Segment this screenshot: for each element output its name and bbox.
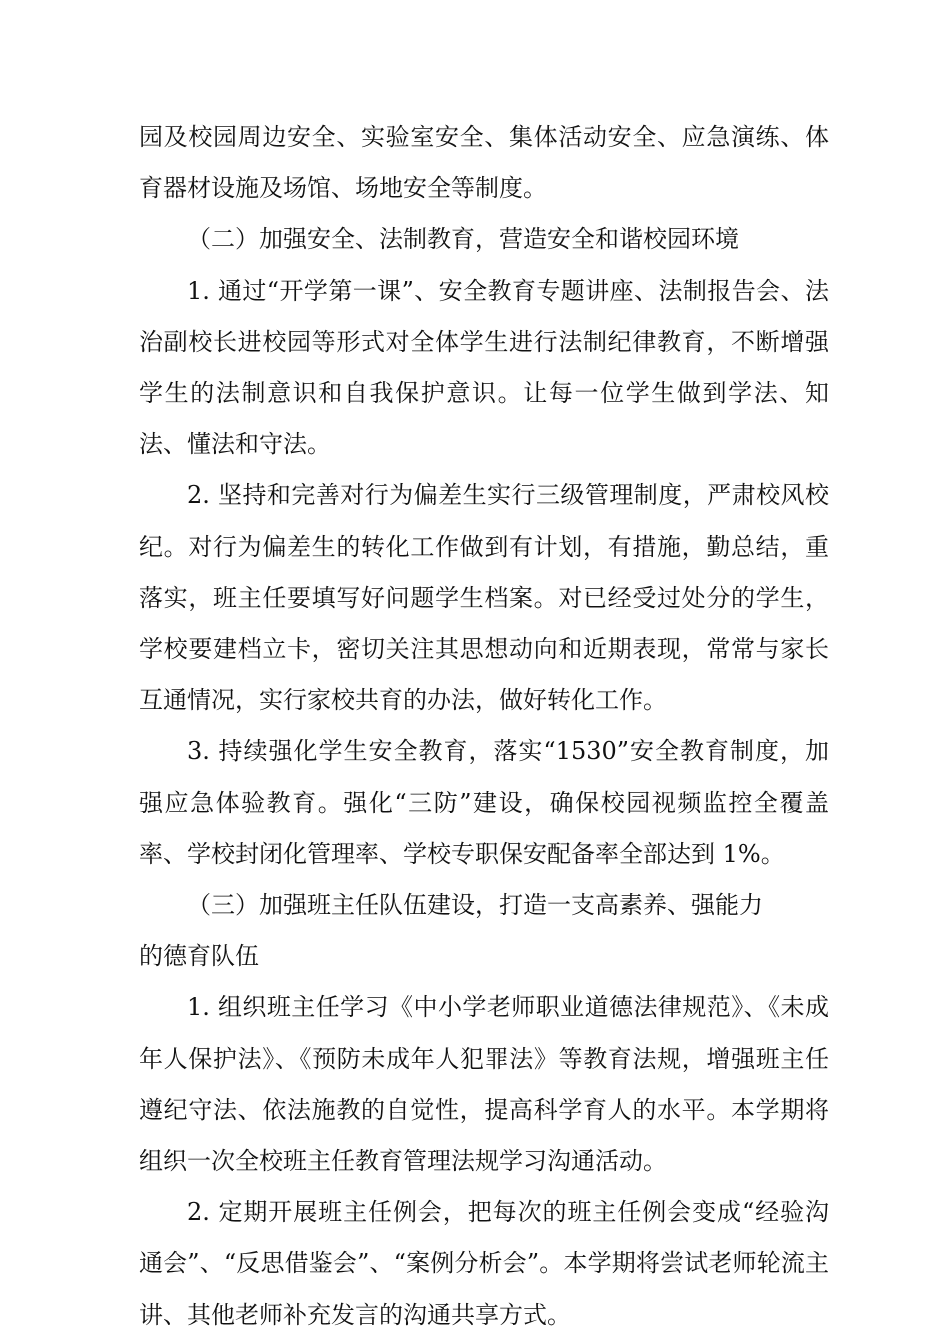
paragraph-2-3: 3. 持续强化学生安全教育，落实“1530”安全教育制度，加强应急体验教育。强化“三防”建设，确保校园视频监控全覆盖率、学校封闭化管理率、学校专职保安配备率全部达到 1%。 <box>139 737 829 868</box>
document-page <box>139 112 829 1341</box>
paragraph-3-2: 2. 定期开展班主任例会，把每次的班主任例会变成“经验沟通会”、“反思借鉴会”、“案例分析会”。本学期将尝试老师轮流主讲、其他老师补充发言的沟通共享方式。 <box>139 1198 829 1329</box>
paragraph-3-1: 1. 组织班主任学习《中小学老师职业道德法律规范》、《未成年人保护法》、《预防未成年人犯罪法》等教育法规，增强班主任遵纪守法、依法施教的自觉性，提高科学育人的水平。本学期将组织一次全校班主任教育管理法规学习沟通活动。 <box>139 993 829 1176</box>
paragraph-2-2: 2. 坚持和完善对行为偏差生实行三级管理制度，严肃校风校纪。对行为偏差生的转化工作做到有计划，有措施，勤总结，重落实，班主任要填写好问题学生档案。对已经受过处分的学生，学校要建档立卡，密切关注其思想动向和近期表现，常常与家长互通情况，实行家校共育的办法，做好转化工作。 <box>139 481 829 715</box>
section-heading-3-line1: （三）加强班主任队伍建设，打造一支高素养、强能力 <box>187 891 763 920</box>
section-heading-3-line2: 的德育队伍 <box>139 942 259 971</box>
section-heading-2: （二）加强安全、法制教育，营造安全和谐校园环境 <box>187 225 739 254</box>
paragraph-2-1: 1. 通过“开学第一课”、安全教育专题讲座、法制报告会、法治副校长进校园等形式对全体学生进行法制纪律教育，不断增强学生的法制意识和自我保护意识。让每一位学生做到学法、知法、懂法和守法。 <box>139 276 829 459</box>
paragraph-continued: 园及校园周边安全、实验室安全、集体活动安全、应急演练、体育器材设施及场馆、场地安全等制度。 <box>139 123 829 203</box>
